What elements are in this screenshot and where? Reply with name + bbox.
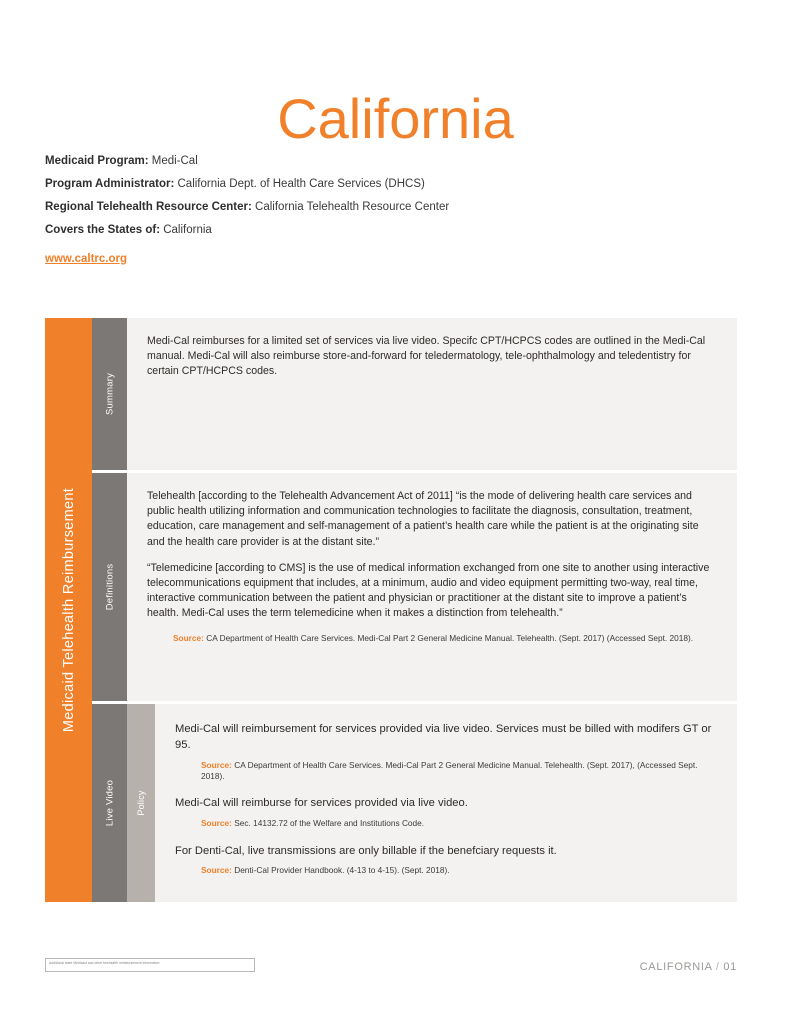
footer-page-number: 01 [723,961,737,973]
meta-label: Program Administrator: [45,178,175,190]
meta-line-medicaid-program [45,150,695,173]
meta-value: California [163,224,212,236]
meta-value: California Telehealth Resource Center [255,201,450,213]
source-text: Denti-Cal Provider Handbook. (4-13 to 4-15). (Sept. 2018). [234,865,450,876]
meta-line-covers-states [45,219,695,242]
footer-page-marker [640,960,737,974]
subcategory-cell-policy [127,704,155,902]
table-row-summary [92,318,737,473]
category-label: Live Video [104,779,115,827]
source-label: Source: [173,632,204,643]
live-video-source-3 [201,865,715,876]
meta-line-program-administrator [45,173,695,196]
source-label: Source: [201,759,232,770]
website-link[interactable]: www.caltrc.org [45,253,128,265]
live-video-source-2 [201,818,715,829]
source-text: CA Department of Health Care Services. Medi-Cal Part 2 General Medicine Manual. Telehealth. (Sept. 2017) (Accessed Sept. 2018). [206,632,694,643]
category-cell-live-video [92,704,127,902]
footer-fine-print: Additional state Medicaid and other telehealth reimbursement information [49,961,160,965]
page-title: California [277,86,514,150]
summary-text: Medi-Cal reimburses for a limited set of services via live video. Specifc CPT/HCPCS codes are outlined in the Medi-Cal manual. Medi-Cal will also reimburse store-and-forward for teledermatology, tele-ophthalmology and teledentistry for certain CPT/HCPCS codes. [147,335,706,378]
table-rows [92,318,737,902]
category-label: Summary [104,372,115,416]
reimbursement-table [45,318,737,902]
live-video-source-1 [201,760,715,783]
footer-fine-print-box [45,958,255,972]
table-row-definitions [92,473,737,704]
meta-value: California Dept. of Health Care Services (DHCS) [177,178,425,190]
source-text: CA Department of Health Care Services. Medi-Cal Part 2 General Medicine Manual. Telehealth. (Sept. 2017), (Accessed Sept. 2018). [201,759,698,781]
table-side-banner [45,318,92,902]
live-video-text-3: For Denti-Cal, live transmissions are only billable if the benefciary requests it. [175,844,557,857]
source-label: Source: [201,818,232,829]
subcategory-label: Policy [136,790,146,816]
meta-line-regional-trc [45,196,695,219]
definitions-source [173,633,715,644]
program-meta-block [45,150,695,269]
definitions-body [127,473,737,701]
live-video-body [155,704,737,902]
source-label: Source: [201,865,232,876]
meta-label: Covers the States of: [45,224,161,236]
meta-label: Regional Telehealth Resource Center: [45,201,252,213]
category-cell-definitions [92,473,127,701]
table-side-banner-label: Medicaid Telehealth Reimbursement [60,487,77,733]
meta-value: Medi-Cal [151,155,198,167]
meta-label: Medicaid Program: [45,155,149,167]
live-video-text-2: Medi-Cal will reimburse for services provided via live video. [175,797,468,810]
table-row-live-video [92,704,737,902]
source-text: Sec. 14132.72 of the Welfare and Institutions Code. [234,818,425,829]
footer-state: CALIFORNIA [639,961,713,973]
summary-body [127,318,737,470]
category-cell-summary [92,318,127,470]
definitions-paragraph-1: Telehealth [according to the Telehealth Advancement Act of 2011] “is the mode of delivering health care services and public health utilizing information and communication technologies to facilitate the diagnosis, consultation, treatment, education, care management and self-management of a patient’s health care while the patient is at the originating site and the health care provider is at the distant site.” [147,490,699,548]
category-label: Definitions [104,563,115,611]
footer-separator: / [715,961,720,973]
definitions-paragraph-2: “Telemedicine [according to CMS] is the use of medical information exchanged from one site to another using interactive telecommunications equipment that includes, at a minimum, audio and video equipment permitting two-way, real time, interactive communication between the patient and physician or practitioner at the distant site to improve a patient’s health. Medi-Cal uses the term telemedicine when it makes a distinction from telehealth.” [147,561,710,620]
live-video-text-1: Medi-Cal will reimbursement for services provided via live video. Services must be billed with modifers GT or 95. [175,723,712,751]
